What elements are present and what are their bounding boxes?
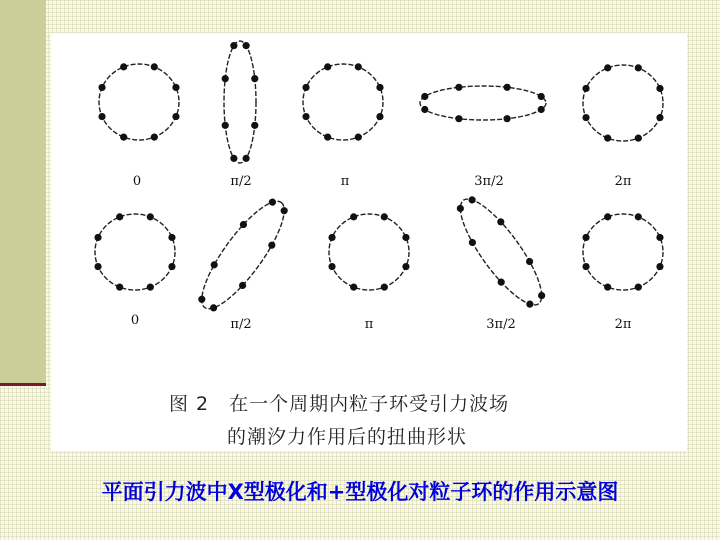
test-particle <box>251 122 258 129</box>
phase-label-row2-2pi: 2π <box>614 317 632 332</box>
test-particle <box>147 213 154 220</box>
test-particle <box>243 42 250 49</box>
ring-outline <box>95 214 175 290</box>
test-particle <box>209 260 219 270</box>
test-particle <box>421 106 428 113</box>
phase-label-row2-0: 0 <box>130 313 140 328</box>
test-particle <box>120 134 127 141</box>
test-particle <box>168 263 175 270</box>
test-particle <box>604 284 611 291</box>
test-particle <box>635 135 642 142</box>
particle-ring-r2-phase-0 <box>94 213 175 290</box>
decorative-sidebar <box>0 0 46 383</box>
particle-ring-r1-phase-2pi <box>582 64 663 141</box>
test-particle <box>656 85 663 92</box>
test-particle <box>525 299 535 309</box>
test-particle <box>230 42 237 49</box>
test-particle <box>504 115 511 122</box>
test-particle <box>151 63 158 70</box>
figure-caption-line-1: 图 2 在一个周期内粒子环受引力波场 <box>169 393 510 415</box>
particle-ring-r2-phase-2pi <box>582 213 663 290</box>
phase-label-row2-pi: π <box>364 317 374 332</box>
test-particle <box>635 284 642 291</box>
test-particle <box>279 206 289 216</box>
test-particle <box>604 64 611 71</box>
test-particle <box>222 122 229 129</box>
test-particle <box>455 115 462 122</box>
test-particle <box>582 114 589 121</box>
decorative-divider <box>0 383 46 386</box>
test-particle <box>328 263 335 270</box>
test-particle <box>328 234 335 241</box>
figure-panel <box>51 33 687 451</box>
test-particle <box>267 197 277 207</box>
test-particle <box>376 113 383 120</box>
test-particle <box>582 85 589 92</box>
test-particle <box>635 64 642 71</box>
ring-outline <box>99 64 179 140</box>
test-particle <box>455 203 465 213</box>
phase-label-row2-3pi-half: 3π/2 <box>486 317 516 332</box>
test-particle <box>302 84 309 91</box>
ring-outline <box>420 86 546 120</box>
test-particle <box>116 284 123 291</box>
particle-ring-r1-phase-pi <box>302 63 383 140</box>
test-particle <box>537 291 547 301</box>
phase-label-row1-pi-half: π/2 <box>230 174 252 189</box>
test-particle <box>147 284 154 291</box>
phase-label-row1-3pi-half: 3π/2 <box>474 174 504 189</box>
slide-title: 平面引力波中X型极化和+型极化对粒子环的作用示意图 <box>101 480 619 504</box>
test-particle <box>243 155 250 162</box>
ring-outline <box>189 191 296 319</box>
test-particle <box>381 213 388 220</box>
test-particle <box>376 84 383 91</box>
test-particle <box>604 135 611 142</box>
phase-label-row1-2pi: 2π <box>614 174 632 189</box>
particle-ring-r2-phase-pi <box>328 213 409 290</box>
test-particle <box>197 294 207 304</box>
test-particle <box>467 237 477 247</box>
test-particle <box>350 284 357 291</box>
test-particle <box>209 303 219 313</box>
test-particle <box>230 155 237 162</box>
test-particle <box>120 63 127 70</box>
test-particle <box>538 106 545 113</box>
particle-ring-r2-phase-pi-half <box>188 190 299 320</box>
phase-label-row1-pi: π <box>340 174 350 189</box>
ring-outline <box>329 214 409 290</box>
test-particle <box>402 234 409 241</box>
particle-ring-r1-phase-0 <box>98 63 179 140</box>
test-particle <box>355 134 362 141</box>
test-particle <box>582 234 589 241</box>
test-particle <box>116 213 123 220</box>
ring-outline <box>583 65 663 141</box>
figure-caption-line-2: 的潮汐力作用后的扭曲形状 <box>227 426 468 448</box>
test-particle <box>525 256 535 266</box>
test-particle <box>635 213 642 220</box>
test-particle <box>656 234 663 241</box>
test-particle <box>222 75 229 82</box>
test-particle <box>98 113 105 120</box>
test-particle <box>421 93 428 100</box>
test-particle <box>656 114 663 121</box>
ring-outline <box>224 41 256 163</box>
test-particle <box>98 84 105 91</box>
ring-outline <box>303 64 383 140</box>
test-particle <box>355 63 362 70</box>
test-particle <box>350 213 357 220</box>
test-particle <box>302 113 309 120</box>
ring-outline <box>583 214 663 290</box>
phase-label-row1-0: 0 <box>132 174 142 189</box>
test-particle <box>504 84 511 91</box>
test-particle <box>94 234 101 241</box>
test-particle <box>168 234 175 241</box>
test-particle <box>251 75 258 82</box>
particle-ring-r1-phase-3pi-half <box>420 84 546 123</box>
test-particle <box>656 263 663 270</box>
particle-ring-r2-phase-3pi-half <box>446 188 555 316</box>
test-particle <box>94 263 101 270</box>
phase-label-row2-pi-half: π/2 <box>230 317 252 332</box>
test-particle <box>172 113 179 120</box>
test-particle <box>455 84 462 91</box>
test-particle <box>324 63 331 70</box>
test-particle <box>402 263 409 270</box>
test-particle <box>151 134 158 141</box>
test-particle <box>324 134 331 141</box>
test-particle <box>267 240 277 250</box>
test-particle <box>582 263 589 270</box>
test-particle <box>604 213 611 220</box>
test-particle <box>381 284 388 291</box>
particle-ring-r1-phase-pi-half <box>222 41 259 163</box>
test-particle <box>538 93 545 100</box>
test-particle <box>172 84 179 91</box>
test-particle <box>467 195 477 205</box>
